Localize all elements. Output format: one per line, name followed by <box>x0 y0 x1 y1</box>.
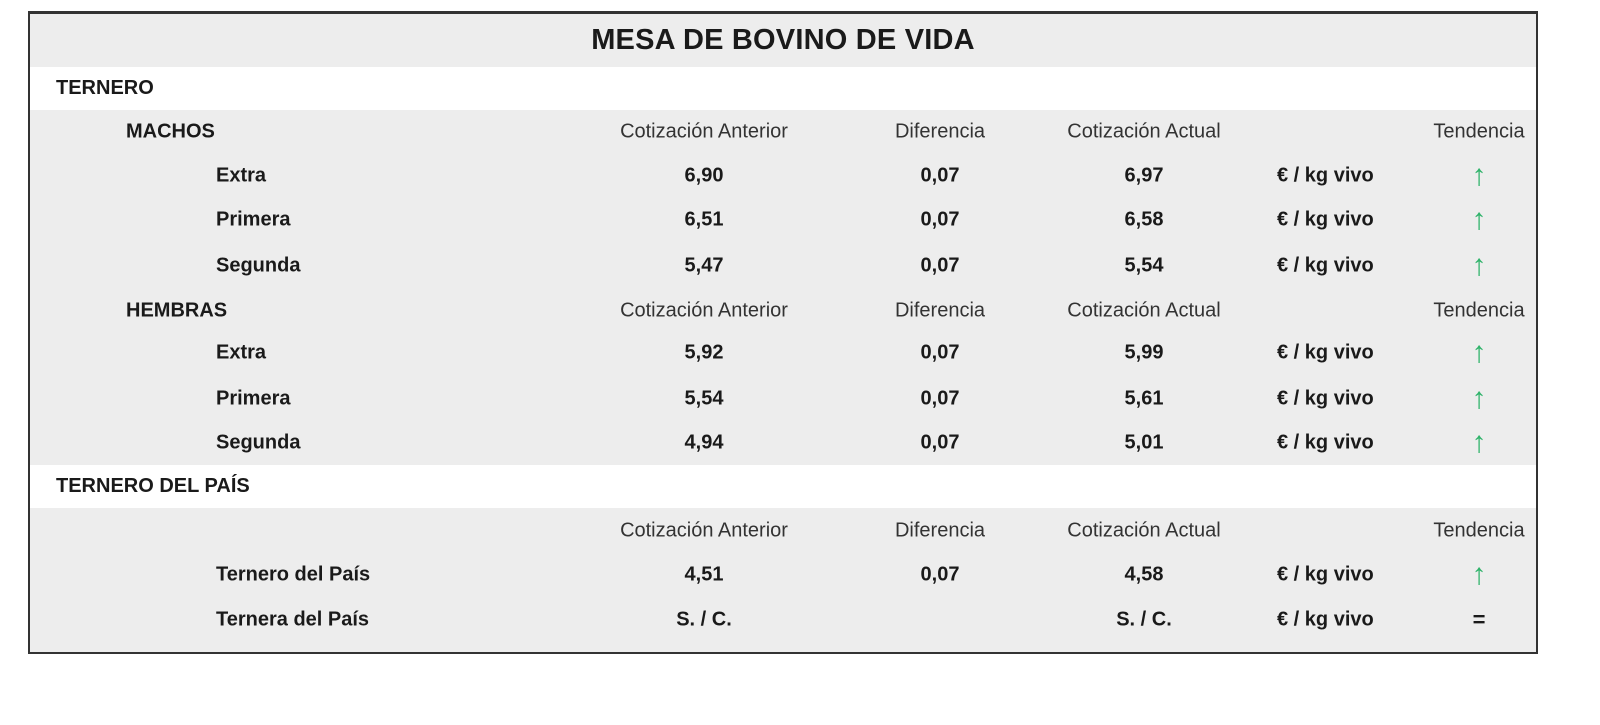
row-label: Primera <box>216 387 291 410</box>
table-row: Segunda 5,47 0,07 5,54 € / kg vivo ↑ <box>216 249 1487 282</box>
unit-label: € / kg vivo <box>1277 608 1374 631</box>
unit-label: € / kg vivo <box>1277 164 1374 187</box>
table-row: Extra 5,92 0,07 5,99 € / kg vivo ↑ <box>216 336 1487 369</box>
table-row: Segunda 4,94 0,07 5,01 € / kg vivo ↑ <box>216 426 1487 459</box>
unit-label: € / kg vivo <box>1277 387 1374 410</box>
row-label: Primera <box>216 208 291 231</box>
group-title: MACHOS <box>126 120 215 143</box>
row-label: Segunda <box>216 431 301 454</box>
section-title: TERNERO <box>56 77 154 99</box>
row-label: Extra <box>216 341 267 364</box>
unit-label: € / kg vivo <box>1277 208 1374 231</box>
row-label: Ternero del País <box>216 563 371 586</box>
unit-label: € / kg vivo <box>1277 254 1374 277</box>
unit-label: € / kg vivo <box>1277 341 1374 364</box>
column-header-row: Cotización Anterior Diferencia Cotización Actual Tendencia <box>620 519 1525 542</box>
group-header-machos: MACHOS Cotización Anterior Diferencia Cotización Actual Tendencia <box>126 120 1525 143</box>
row-label: Extra <box>216 164 267 187</box>
group-title: HEMBRAS <box>126 299 228 322</box>
unit-label: € / kg vivo <box>1277 431 1374 454</box>
price-table <box>28 11 1538 654</box>
section-title: TERNERO DEL PAÍS <box>56 475 250 497</box>
group-header-hembras: HEMBRAS Cotización Anterior Diferencia Cotización Actual Tendencia <box>126 299 1525 322</box>
section-header-ternero-del-pais <box>30 465 1536 508</box>
row-label: Ternera del País <box>216 608 370 631</box>
table-row: Primera 6,51 0,07 6,58 € / kg vivo ↑ <box>216 203 1487 236</box>
row-label: Segunda <box>216 254 301 277</box>
unit-label: € / kg vivo <box>1277 563 1374 586</box>
section-header-ternero <box>30 67 1536 110</box>
table-row: Extra 6,90 0,07 6,97 € / kg vivo ↑ <box>216 159 1487 192</box>
table-row: Primera 5,54 0,07 5,61 € / kg vivo ↑ <box>216 382 1487 415</box>
table-row: Ternero del País 4,51 0,07 4,58 € / kg vivo ↑ <box>216 558 1487 591</box>
table-title: MESA DE BOVINO DE VIDA <box>591 24 975 56</box>
table-row: Ternera del País S. / C. S. / C. € / kg vivo = <box>216 607 1486 632</box>
